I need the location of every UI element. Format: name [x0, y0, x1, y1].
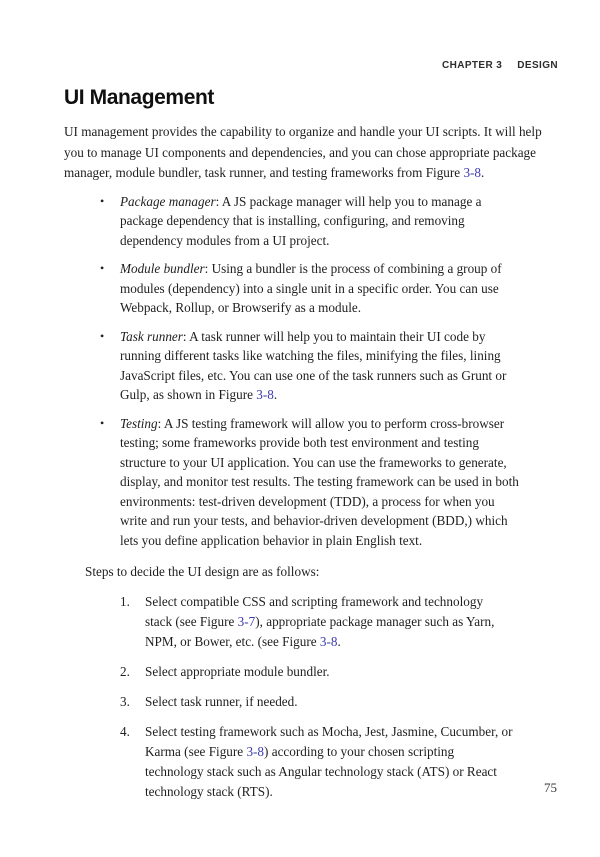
- figure-ref-link[interactable]: 3-8: [463, 165, 482, 180]
- bullet-list: [64, 192, 558, 551]
- item-text: [145, 692, 513, 712]
- steps-intro-paragraph: Steps to decide the UI design are as follows:: [85, 564, 320, 579]
- text-run: : Using a bundler is the process of combining a group of modules (dependency) into a single unit in a specific order. You can use Webpack, Rollup, or Browserify as a module.: [120, 261, 502, 315]
- page-number: 75: [544, 780, 557, 795]
- italic-term: Testing: [120, 415, 158, 431]
- page-content: [64, 0, 558, 812]
- running-head: [64, 60, 558, 71]
- running-head-section: DESIGN: [517, 60, 558, 71]
- numbered-list: [64, 592, 558, 802]
- page-title: UI Management: [64, 86, 214, 109]
- item-number: 3.: [120, 693, 130, 709]
- bullet-item-package-manager: [100, 192, 558, 251]
- bullet-item-task-runner: [100, 327, 558, 405]
- text-run: : A JS testing framework will allow you to perform cross-browser testing; some frameworks provide both test environment and testing structure to your UI application. You can use the frameworks to generate, display, and monitor test results. The testing framework can be used in both environments: test-driven development (TDD), a process for when you write and run your tests, and behavior-driven development (BDD,) which lets you define application behavior in plain English text.: [120, 415, 519, 548]
- item-text: [145, 722, 513, 802]
- item-text: [145, 592, 513, 652]
- intro-paragraph: [64, 122, 558, 184]
- text-run: Select appropriate module bundler.: [145, 663, 330, 679]
- text-run: ), appropriate package manager such as Yarn, NPM, or Bower, etc. (see Figure: [145, 613, 495, 649]
- numbered-item-1: [120, 592, 558, 652]
- item-number: 1.: [120, 593, 130, 609]
- text-run: .: [337, 633, 341, 649]
- figure-ref-link[interactable]: 3-8: [319, 633, 338, 649]
- numbered-item-3: [120, 692, 558, 712]
- text-run: .: [481, 165, 485, 180]
- italic-term: Task runner: [120, 328, 183, 344]
- text-run: .: [273, 387, 278, 402]
- bullet-text: [120, 327, 524, 405]
- item-number: 4.: [120, 723, 130, 739]
- text-run: ) according to your chosen scripting technology stack such as Angular technology stack (ATS) or React technology stack (RTS).: [145, 743, 497, 799]
- running-head-chapter: CHAPTER 3: [441, 60, 503, 71]
- item-text: [145, 662, 513, 682]
- bullet-text: [120, 414, 524, 551]
- italic-term: Package manager: [120, 193, 216, 209]
- bullet-marker: •: [100, 193, 105, 208]
- text-run: : A JS package manager will help you to manage a package dependency that is installing, configuring, and removing dependency modules from a UI project.: [120, 193, 482, 248]
- bullet-text: [120, 192, 524, 251]
- item-number: 2.: [120, 663, 130, 679]
- bullet-marker: •: [100, 328, 105, 343]
- italic-term: Module bundler: [120, 261, 205, 276]
- numbered-item-2: [120, 662, 558, 682]
- bullet-item-testing: [100, 414, 558, 551]
- text-run: : A task runner will help you to maintain their UI code by running different tasks like watching the files, minifying the files, lining JavaScript files, etc. You can use one of the task runners such as Grunt or Gulp, as shown in Figure: [120, 328, 507, 402]
- bullet-item-module-bundler: [100, 259, 558, 318]
- figure-ref-link[interactable]: 3-8: [256, 387, 274, 402]
- bullet-marker: •: [100, 415, 105, 430]
- figure-ref-link[interactable]: 3-8: [246, 743, 265, 759]
- figure-ref-link[interactable]: 3-7: [237, 613, 256, 629]
- bullet-marker: •: [100, 261, 105, 275]
- text-run: Select testing framework such as Mocha, Jest, Jasmine, Cucumber, or Karma (see Figure: [145, 723, 513, 759]
- text-run: Select compatible CSS and scripting framework and technology stack (see Figure: [145, 593, 484, 629]
- text-run: UI management provides the capability to organize and handle your UI scripts. It will help you to manage UI components and dependencies, and you can chose appropriate package manager, module bundler, task runner, and testing frameworks from Figure: [64, 124, 542, 180]
- numbered-item-4: [120, 722, 558, 802]
- text-run: Select task runner, if needed.: [145, 693, 298, 709]
- bullet-text: [120, 259, 524, 318]
